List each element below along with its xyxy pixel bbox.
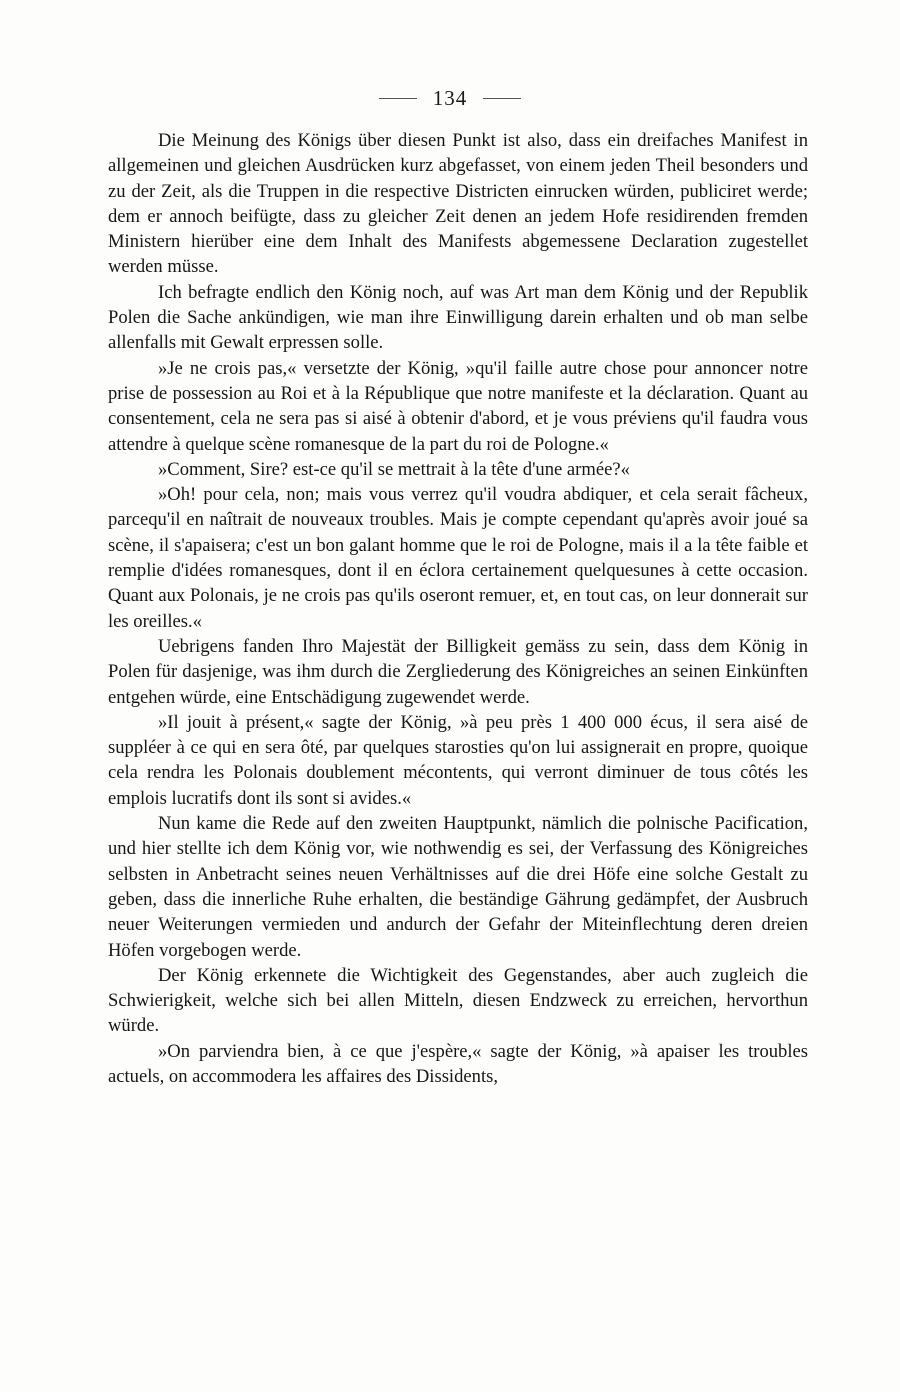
paragraph: Ich befragte endlich den König noch, auf was Art man dem König und der Republik Polen die Sache ankündigen, wie man ihre Einwilligung darein erhalten und ob man selbe allenfalls mit Gewalt erpressen solle. (108, 281, 808, 354)
paragraph: »On parviendra bien, à ce que j'espère,« sagte der König, »à apaiser les troubles actuels, on accommodera les affaires des Dissidents, (108, 1040, 808, 1087)
page-header (0, 86, 900, 116)
paragraph: »Oh! pour cela, non; mais vous verrez qu'il voudra abdiquer, et cela serait fâcheux, parcequ'il en naîtrait de nouveaux troubles. Mais je compte cependant qu'après avoir joué sa scène, il s'apaisera; c'est un bon galant homme que le roi de Pologne, mais il a la tête faible et remplie d'idées romanesques, dont il en éclora certainement quelquesunes à cette occasion. Quant aux Polonais, je ne crois pas qu'ils oseront remuer, et, en tout cas, on leur donnerait sur les oreilles.« (108, 484, 808, 632)
header-rule-right (483, 98, 521, 99)
paragraph: Die Meinung des Königs über diesen Punkt ist also, dass ein dreifaches Manifest in allgemeinen und gleichen Ausdrücken kurz abgefasset, von einem jeden Theil besonders und zu der Zeit, als die Truppen in die respective Districten einrucken würden, publiciret werde; dem er annoch beifügte, dass zu gleicher Zeit denen an jedem Hofe residirenden fremden Ministern hierüber eine dem Inhalt des Manifests abgemessene Declaration zugestellet werden müsse. (108, 130, 808, 278)
paragraph: Nun kame die Rede auf den zweiten Hauptpunkt, nämlich die polnische Pacification, und hier stellte ich dem König vor, wie nothwendig es sei, der Verfassung des Königreiches selbsten in Anbetracht seines neuen Verhältnisses auf die drei Höfe eine solche Gestalt zu geben, dass die innerliche Ruhe erhalten, die beständige Gährung gedämpfet, der Ausbruch neuer Weiterungen vermieden und andurch der Gefahr der Miteinflechtung deren dreien Höfen vorgebogen werde. (108, 813, 808, 961)
paragraph: Uebrigens fanden Ihro Majestät der Billigkeit gemäss zu sein, dass dem König in Polen für dasjenige, was ihm durch die Zergliederung des Königreiches an seinen Einkünften entgehen würde, eine Entschädigung zugewendet werde. (108, 635, 808, 708)
page-number: 134 (432, 86, 468, 110)
paragraph: Der König erkennete die Wichtigkeit des Gegenstandes, aber auch zugleich die Schwierigkeit, welche sich bei allen Mitteln, diesen Endzweck zu erreichen, hervorthun würde. (108, 964, 808, 1037)
paragraph: »Je ne crois pas,« versetzte der König, »qu'il faille autre chose pour annoncer notre prise de possession au Roi et à la République que notre manifeste et la déclaration. Quant au consentement, cela ne sera pas si aisé à obtenir d'abord, et je vous préviens qu'il faudra vous attendre à quelque scène romanesque de la part du roi de Pologne.« (108, 357, 808, 455)
paragraph: »Il jouit à présent,« sagte der König, »à peu près 1 400 000 écus, il sera aisé de suppléer à ce qui en sera ôté, par quelques starosties qu'on lui assignerait en propre, quoique cela rendra les Polonais doublement mécontents, qui verront diminuer de tous côtés les emplois lucratifs dont ils sont si avides.« (108, 711, 808, 809)
paragraph: »Comment, Sire? est-ce qu'il se mettrait à la tête d'une armée?« (158, 458, 630, 480)
header-rule-left (379, 98, 417, 99)
body-text (108, 128, 808, 1089)
